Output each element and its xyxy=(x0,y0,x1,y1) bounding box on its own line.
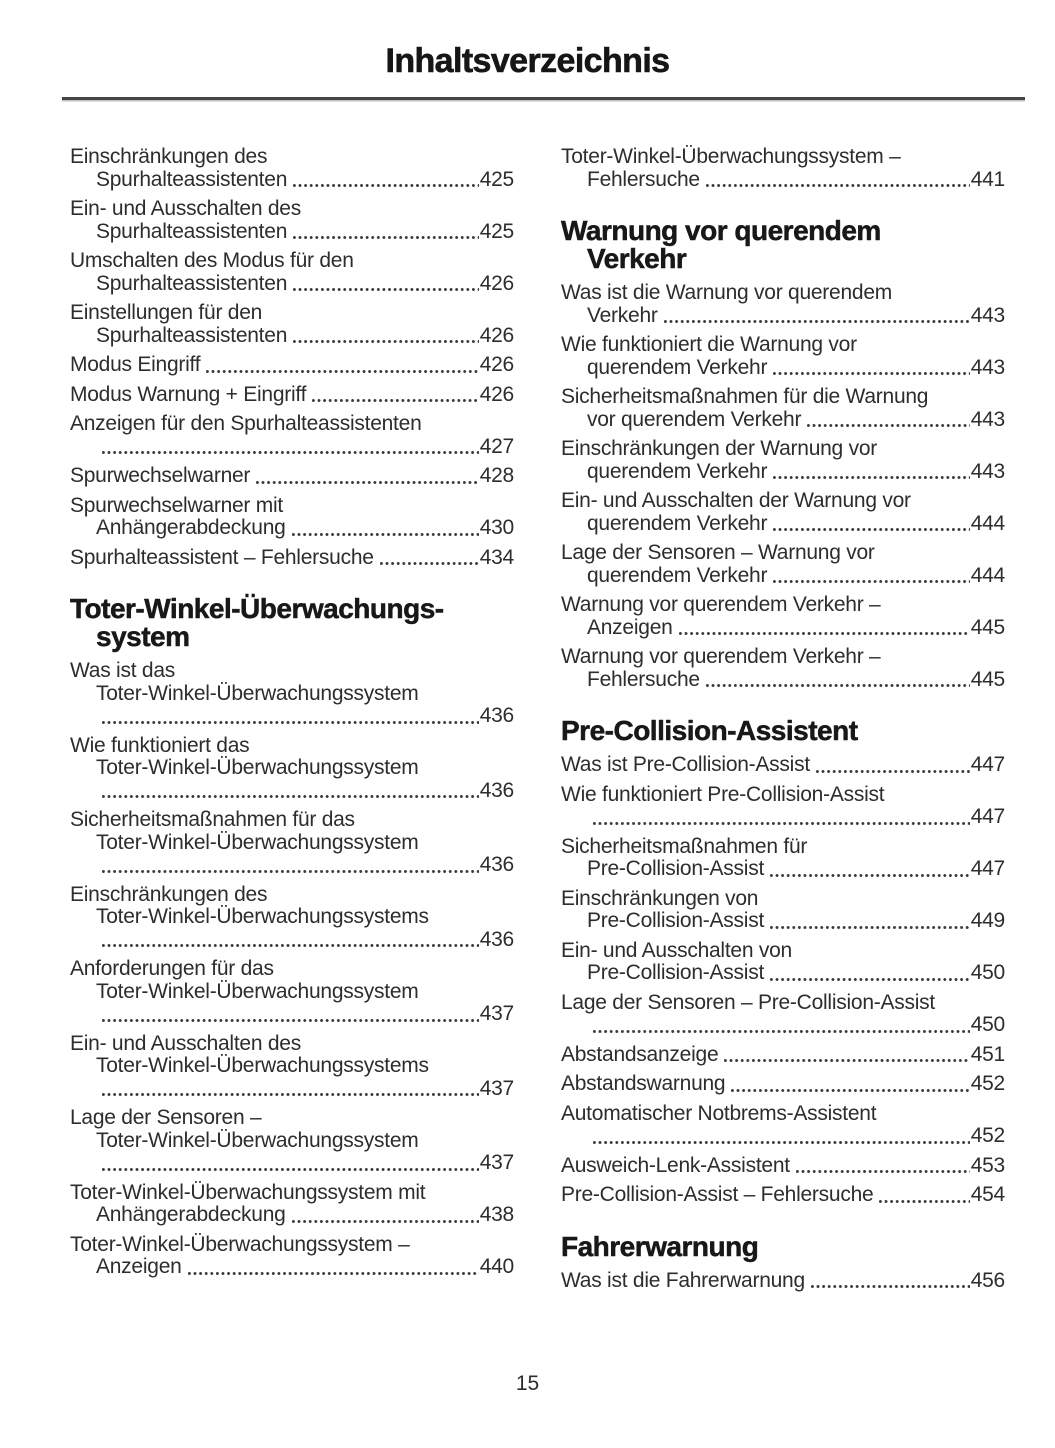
toc-entry xyxy=(561,646,1005,691)
dot-leader xyxy=(770,978,970,981)
dot-leader xyxy=(807,424,969,427)
toc-entry xyxy=(70,1033,514,1101)
toc-entry-lastline xyxy=(70,221,514,244)
toc-entry-text: querendem Verkehr xyxy=(587,511,768,535)
toc-entry-lastline xyxy=(70,517,514,540)
toc-entry xyxy=(561,992,1005,1037)
toc-columns xyxy=(70,146,1005,1299)
toc-entry-page-number: 436 xyxy=(479,704,514,727)
dot-leader xyxy=(292,1220,479,1223)
toc-entry-text: Spurhalteassistenten xyxy=(96,219,288,243)
toc-entry-page-number: 445 xyxy=(970,615,1005,639)
toc-entry-text: Was ist die Fahrerwarnung xyxy=(561,1268,805,1292)
toc-entry-lastline xyxy=(561,565,1005,588)
toc-entry xyxy=(561,888,1005,933)
dot-leader xyxy=(664,320,970,323)
dot-leader xyxy=(102,944,479,947)
toc-entry-lastline xyxy=(561,617,1005,640)
dot-leader xyxy=(724,1059,969,1062)
toc-entry xyxy=(70,146,514,191)
toc-entry-page-number: 426 xyxy=(479,271,514,295)
dot-leader xyxy=(796,1170,970,1173)
toc-entry-line: Wie funktioniert die Warnung vor xyxy=(561,333,857,356)
toc-entry-line: Lage der Sensoren – Pre-Collision-Assist xyxy=(561,990,936,1014)
toc-entry xyxy=(70,884,514,952)
toc-entry xyxy=(561,490,1005,535)
toc-entry-lastline xyxy=(561,461,1005,484)
dot-leader xyxy=(292,533,479,536)
toc-entry xyxy=(561,438,1005,483)
toc-entry-line: Sicherheitsmaßnahmen für das xyxy=(70,808,355,831)
toc-entry-lastline xyxy=(561,1073,1005,1096)
toc-entry-lastline xyxy=(561,669,1005,692)
dot-leader xyxy=(879,1200,969,1203)
section-heading-line: Verkehr xyxy=(587,243,687,274)
toc-entry-text: Pre-Collision-Assist xyxy=(587,961,765,984)
toc-entry-lastline xyxy=(561,513,1005,536)
dot-leader xyxy=(102,1093,479,1096)
toc-entry-page-number: 451 xyxy=(970,1042,1005,1066)
toc-entry-lastline xyxy=(70,1152,514,1175)
toc-entry xyxy=(561,282,1005,327)
toc-entry-page-number: 452 xyxy=(970,1072,1005,1095)
section-heading xyxy=(70,595,514,651)
toc-entry xyxy=(70,198,514,243)
toc-entry xyxy=(561,594,1005,639)
toc-entry xyxy=(561,1270,1005,1293)
dot-leader xyxy=(773,372,970,375)
toc-entry xyxy=(561,754,1005,777)
toc-entry-line: Einschränkungen der Warnung vor xyxy=(561,437,877,460)
dot-leader xyxy=(773,580,970,583)
section-heading xyxy=(561,717,1005,745)
toc-entry xyxy=(561,1103,1005,1148)
toc-entry-lastline xyxy=(70,780,514,803)
title-divider xyxy=(62,97,1025,100)
section-heading-line: Warnung vor querendem xyxy=(561,215,881,246)
toc-entry-line: Sicherheitsmaßnahmen für xyxy=(561,834,808,858)
toc-entry-lastline xyxy=(70,854,514,877)
toc-entry-lastline xyxy=(70,1204,514,1227)
toc-entry-lastline xyxy=(70,169,514,192)
toc-entry xyxy=(70,735,514,803)
toc-entry xyxy=(70,413,514,458)
dot-leader xyxy=(706,684,970,687)
toc-entry-line: Ein- und Ausschalten des xyxy=(70,197,301,220)
toc-entry-line: Spurwechselwarner mit xyxy=(70,493,283,517)
toc-entry-text: Abstandswarnung xyxy=(561,1072,726,1095)
toc-entry-line: Wie funktioniert das xyxy=(70,733,250,757)
toc-entry-page-number: 447 xyxy=(970,805,1005,828)
dot-leader xyxy=(293,236,479,239)
toc-entry xyxy=(561,146,1005,191)
dot-leader xyxy=(811,1285,970,1288)
toc-entry-lastline xyxy=(561,1125,1005,1148)
toc-entry-line: Was ist das xyxy=(70,659,175,682)
toc-entry xyxy=(70,495,514,540)
toc-entry-lastline xyxy=(561,754,1005,777)
toc-entry xyxy=(70,354,514,377)
toc-entry-lastline xyxy=(70,465,514,488)
dot-leader xyxy=(770,926,970,929)
toc-entry xyxy=(70,250,514,295)
toc-entry xyxy=(70,547,514,570)
toc-entry-page-number: 436 xyxy=(479,927,514,951)
toc-entry-page-number: 437 xyxy=(479,1076,514,1100)
toc-entry-page-number: 426 xyxy=(479,323,514,347)
toc-entry-text: Spurhalteassistenten xyxy=(96,323,288,347)
toc-entry-text: Modus Eingriff xyxy=(70,353,201,376)
toc-entry-line: Automatischer Notbrems-Assistent xyxy=(561,1101,877,1125)
toc-entry-text: Abstandsanzeige xyxy=(561,1042,719,1066)
toc-entry-lastline xyxy=(70,1003,514,1026)
toc-entry xyxy=(70,1234,514,1279)
toc-entry-page-number: 425 xyxy=(479,219,514,243)
dot-leader xyxy=(293,288,479,291)
toc-entry-line: Toter-Winkel-Überwachungssystem xyxy=(96,830,419,854)
toc-entry-page-number: 449 xyxy=(970,909,1005,932)
toc-entry-page-number: 437 xyxy=(479,1151,514,1174)
toc-entry-line: Toter-Winkel-Überwachungssystem – xyxy=(561,145,901,168)
section-heading-line: Toter-Winkel-Überwachungs- xyxy=(70,593,444,624)
toc-entry-page-number: 450 xyxy=(970,961,1005,984)
toc-entry-lastline xyxy=(70,325,514,348)
toc-entry xyxy=(70,660,514,728)
toc-entry-lastline xyxy=(561,169,1005,192)
toc-entry-page-number: 443 xyxy=(970,355,1005,379)
toc-entry-page-number: 428 xyxy=(479,464,514,487)
dot-leader xyxy=(380,562,479,565)
toc-entry-line: Einstellungen für den xyxy=(70,301,263,324)
toc-entry-line: Ein- und Ausschalten des xyxy=(70,1031,301,1055)
toc-entry-text: Fehlersuche xyxy=(587,167,700,191)
toc-entry-line: Lage der Sensoren – Warnung vor xyxy=(561,541,875,564)
toc-entry-lastline xyxy=(70,705,514,728)
toc-entry-lastline xyxy=(561,806,1005,829)
toc-entry-text: Anzeigen xyxy=(587,615,673,639)
toc-entry-page-number: 454 xyxy=(970,1183,1005,1206)
toc-entry-page-number: 436 xyxy=(479,778,514,802)
toc-entry-lastline xyxy=(70,929,514,952)
toc-entry-line: Wie funktioniert Pre-Collision-Assist xyxy=(561,782,885,806)
toc-entry-page-number: 430 xyxy=(479,516,514,539)
toc-entry-line: Ein- und Ausschalten der Warnung vor xyxy=(561,489,911,512)
toc-entry-lastline xyxy=(561,1044,1005,1067)
toc-entry-page-number: 426 xyxy=(479,353,514,376)
toc-entry-text: Verkehr xyxy=(587,303,658,327)
toc-entry-line: Ein- und Ausschalten von xyxy=(561,938,792,962)
dot-leader xyxy=(102,451,479,454)
toc-entry-line: Toter-Winkel-Überwachungssystem – xyxy=(70,1232,410,1256)
toc-entry xyxy=(561,334,1005,379)
toc-entry-lastline xyxy=(70,384,514,407)
dot-leader xyxy=(593,822,970,825)
toc-entry-lastline xyxy=(561,357,1005,380)
toc-entry-line: Toter-Winkel-Überwachungssystem xyxy=(96,681,419,705)
toc-entry-page-number: 437 xyxy=(479,1002,514,1025)
toc-entry-lastline xyxy=(70,547,514,570)
dot-leader xyxy=(293,184,479,187)
toc-entry-lastline xyxy=(70,1256,514,1279)
toc-entry-text: Modus Warnung + Eingriff xyxy=(70,382,307,406)
toc-entry-text: Was ist Pre-Collision-Assist xyxy=(561,753,810,776)
toc-entry xyxy=(561,940,1005,985)
toc-entry xyxy=(70,465,514,488)
toc-entry-page-number: 438 xyxy=(479,1203,514,1226)
toc-entry xyxy=(561,1073,1005,1096)
toc-entry-page-number: 447 xyxy=(970,857,1005,880)
toc-entry-page-number: 445 xyxy=(970,667,1005,691)
toc-entry-line: Toter-Winkel-Überwachungssystem xyxy=(96,1128,419,1152)
toc-entry-lastline xyxy=(70,1078,514,1101)
dot-leader xyxy=(206,370,478,373)
toc-entry-page-number: 452 xyxy=(970,1124,1005,1147)
toc-entry-lastline xyxy=(561,1184,1005,1207)
toc-entry-text: Anhängerabdeckung xyxy=(96,516,286,539)
toc-entry-line: Einschränkungen von xyxy=(561,886,759,910)
toc-entry-text: querendem Verkehr xyxy=(587,459,768,483)
dot-leader xyxy=(102,870,479,873)
toc-entry-line: Toter-Winkel-Überwachungssystem mit xyxy=(70,1180,426,1204)
toc-entry-text: Anzeigen xyxy=(96,1255,182,1278)
toc-entry-text: Spurhalteassistenten xyxy=(96,271,288,295)
toc-entry-line: Umschalten des Modus für den xyxy=(70,249,354,272)
toc-column-left xyxy=(70,146,514,1299)
toc-entry-page-number: 450 xyxy=(970,1013,1005,1036)
toc-entry-line: Warnung vor querendem Verkehr – xyxy=(561,593,881,616)
section-heading-line: system xyxy=(96,621,190,652)
toc-entry-line: Einschränkungen des xyxy=(70,882,268,906)
page-number: 15 xyxy=(515,1372,540,1395)
toc-entry-line: Anforderungen für das xyxy=(70,957,274,980)
dot-leader xyxy=(593,1030,970,1033)
toc-entry-page-number: 444 xyxy=(970,563,1005,587)
toc-entry-lastline xyxy=(561,962,1005,985)
toc-entry-lastline xyxy=(561,1014,1005,1037)
toc-entry-page-number: 436 xyxy=(479,853,514,876)
toc-entry-text: vor querendem Verkehr xyxy=(587,407,802,431)
dot-leader xyxy=(773,528,970,531)
toc-entry xyxy=(561,542,1005,587)
toc-entry xyxy=(561,784,1005,829)
toc-entry-page-number: 426 xyxy=(479,382,514,406)
dot-leader xyxy=(731,1089,969,1092)
toc-entry-page-number: 447 xyxy=(970,753,1005,776)
toc-entry-lastline xyxy=(561,858,1005,881)
toc-entry xyxy=(561,386,1005,431)
toc-entry xyxy=(70,958,514,1026)
dot-leader xyxy=(312,399,478,402)
dot-leader xyxy=(293,340,479,343)
dot-leader xyxy=(102,1168,479,1171)
toc-entry-text: Anhängerabdeckung xyxy=(96,1203,286,1226)
toc-entry-line: Einschränkungen des xyxy=(70,145,268,168)
toc-entry-page-number: 434 xyxy=(479,545,514,569)
toc-entry-line: Toter-Winkel-Überwachungssystems xyxy=(96,1054,429,1077)
toc-entry-page-number: 443 xyxy=(970,407,1005,431)
toc-entry-line: Lage der Sensoren – xyxy=(70,1106,262,1129)
dot-leader xyxy=(679,632,970,635)
toc-entry xyxy=(70,384,514,407)
toc-entry-page-number: 425 xyxy=(479,167,514,191)
section-heading xyxy=(561,1230,1005,1262)
toc-entry xyxy=(70,302,514,347)
toc-entry-lastline xyxy=(70,436,514,459)
toc-entry xyxy=(561,1184,1005,1207)
toc-entry-text: Fehlersuche xyxy=(587,667,700,691)
dot-leader xyxy=(773,476,970,479)
toc-entry-page-number: 443 xyxy=(970,303,1005,327)
toc-entry-line: Anzeigen für den Spurhalteassistenten xyxy=(70,412,422,435)
toc-entry-text: Pre-Collision-Assist xyxy=(587,909,765,932)
toc-entry-lastline xyxy=(561,409,1005,432)
section-heading-line: Pre-Collision-Assistent xyxy=(561,715,858,746)
toc-entry-lastline xyxy=(561,1155,1005,1178)
toc-entry-line: Toter-Winkel-Überwachungssystem xyxy=(96,756,419,779)
toc-entry xyxy=(70,1182,514,1227)
dot-leader xyxy=(816,770,970,773)
toc-entry-line: Sicherheitsmaßnahmen für die Warnung xyxy=(561,385,929,408)
dot-leader xyxy=(102,795,479,798)
toc-entry-text: Pre-Collision-Assist – Fehlersuche xyxy=(561,1183,874,1206)
page-title: Inhaltsverzeichnis xyxy=(385,42,670,80)
toc-entry-text: Spurhalteassistent – Fehlersuche xyxy=(70,545,374,569)
toc-entry-lastline xyxy=(70,273,514,296)
toc-entry-text: Ausweich-Lenk-Assistent xyxy=(561,1153,790,1177)
toc-entry-page-number: 427 xyxy=(479,434,514,458)
toc-entry-line: Toter-Winkel-Überwachungssystems xyxy=(96,905,429,928)
toc-entry-text: Spurhalteassistenten xyxy=(96,167,288,191)
dot-leader xyxy=(770,874,970,877)
toc-entry-page-number: 440 xyxy=(479,1255,514,1278)
toc-entry-text: querendem Verkehr xyxy=(587,355,768,379)
toc-entry-text: querendem Verkehr xyxy=(587,563,768,587)
toc-entry xyxy=(70,809,514,877)
toc-entry-text: Spurwechselwarner xyxy=(70,464,251,487)
dot-leader xyxy=(102,721,479,724)
toc-entry xyxy=(70,1107,514,1175)
toc-entry-line: Toter-Winkel-Überwachungssystem xyxy=(96,979,419,1003)
toc-entry-text: Pre-Collision-Assist xyxy=(587,857,765,880)
toc-entry-lastline xyxy=(70,354,514,377)
toc-entry-lastline xyxy=(561,1270,1005,1293)
toc-entry-line: Warnung vor querendem Verkehr – xyxy=(561,645,881,668)
toc-entry-page-number: 443 xyxy=(970,459,1005,483)
section-heading-line: Fahrerwarnung xyxy=(561,1230,759,1262)
dot-leader xyxy=(256,481,479,484)
dot-leader xyxy=(102,1019,479,1022)
toc-entry-lastline xyxy=(561,910,1005,933)
toc-entry xyxy=(561,836,1005,881)
section-heading xyxy=(561,217,1005,273)
toc-entry-page-number: 444 xyxy=(970,511,1005,535)
dot-leader xyxy=(188,1272,479,1275)
toc-entry-page-number: 453 xyxy=(970,1153,1005,1177)
toc-entry xyxy=(561,1044,1005,1067)
toc-entry-page-number: 441 xyxy=(970,167,1005,191)
toc-entry-line: Was ist die Warnung vor querendem xyxy=(561,281,893,304)
toc-entry-page-number: 456 xyxy=(970,1268,1005,1292)
dot-leader xyxy=(593,1141,970,1144)
toc-column-right xyxy=(561,146,1005,1299)
dot-leader xyxy=(706,184,970,187)
toc-entry-lastline xyxy=(561,305,1005,328)
toc-entry xyxy=(561,1155,1005,1178)
